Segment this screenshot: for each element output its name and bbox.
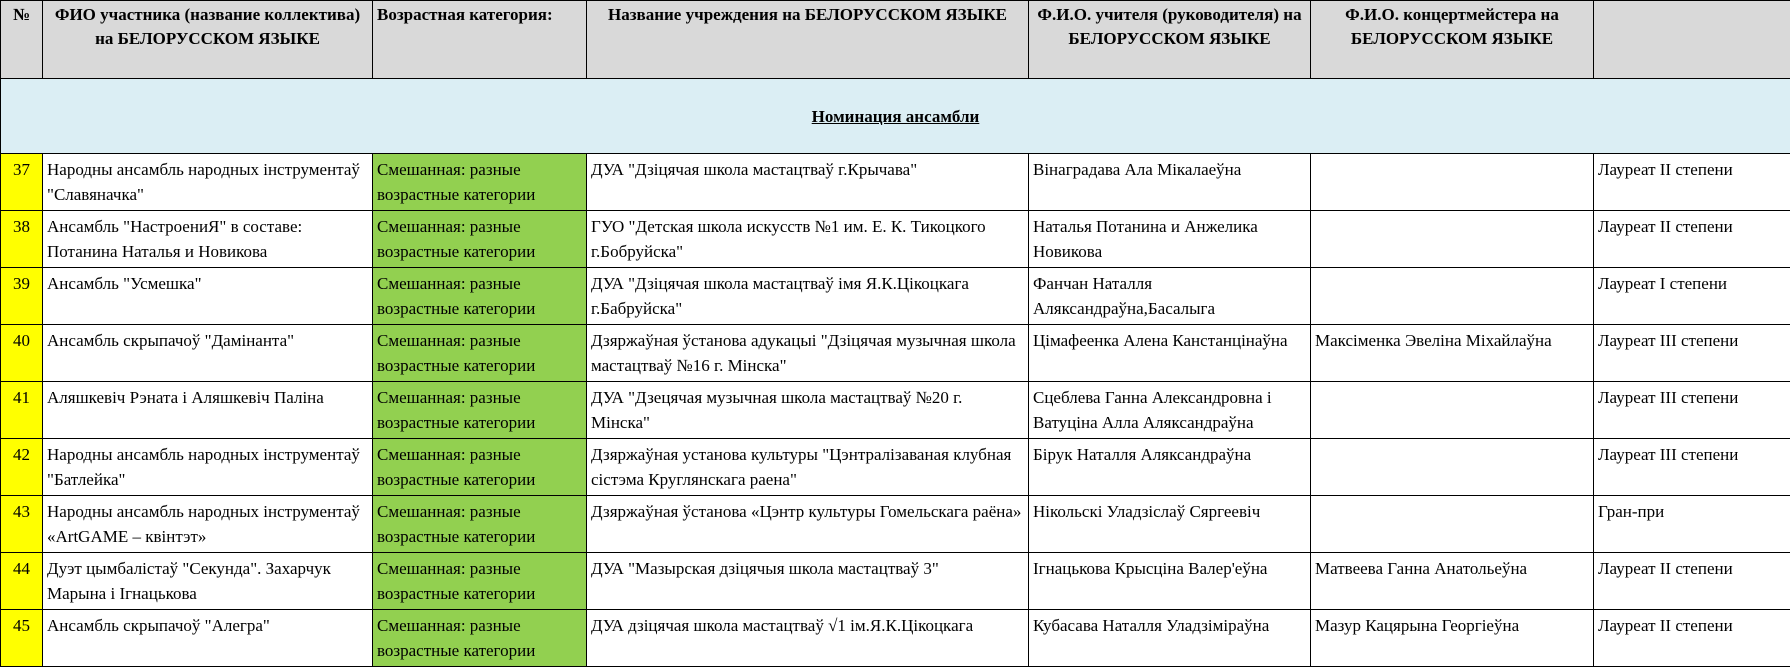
table-row [1,553,1790,610]
cell-participant[interactable]: Ансамбль скрыпачоў "Алегра" [43,610,373,667]
cell-participant[interactable]: Народны ансамбль народных інструментаў "Славяначка" [43,154,373,211]
cell-num[interactable]: 39 [1,268,43,325]
cell-institution[interactable]: ДУА "Дзецячая музычная школа мастацтваў №20 г. Мінска" [587,382,1029,439]
cell-num[interactable]: 43 [1,496,43,553]
cell-num[interactable]: 40 [1,325,43,382]
cell-result[interactable]: Гран-при [1594,496,1790,553]
cell-institution[interactable]: ДУА "Мазырская дзіцячыя школа мастацтваў 3" [587,553,1029,610]
table-row [1,325,1790,382]
cell-teacher[interactable]: Нікольскі Уладзіслаў Сяргеевіч [1029,496,1311,553]
cell-accompanist[interactable] [1311,154,1594,211]
cell-teacher[interactable]: Ігнацькова Крысціна Валер'еўна [1029,553,1311,610]
table-row [1,439,1790,496]
cell-teacher[interactable]: Кубасава Наталля Уладзіміраўна [1029,610,1311,667]
cell-num[interactable]: 41 [1,382,43,439]
cell-participant[interactable]: Народны ансамбль народных інструментаў "Батлейка" [43,439,373,496]
cell-accompanist[interactable]: Максіменка Эвеліна Міхайлаўна [1311,325,1594,382]
cell-accompanist[interactable] [1311,382,1594,439]
cell-category[interactable]: Смешанная: разные возрастные категории [373,268,587,325]
header-result[interactable] [1594,1,1790,79]
cell-institution[interactable]: ГУО "Детская школа искусств №1 им. Е. К. Тикоцкого г.Бобруйска" [587,211,1029,268]
cell-num[interactable]: 44 [1,553,43,610]
table-row [1,382,1790,439]
cell-teacher[interactable]: Наталья Потанина и Анжелика Новикова [1029,211,1311,268]
cell-result[interactable]: Лауреат II степени [1594,553,1790,610]
header-accompanist[interactable]: Ф.И.О. концертмейстера на БЕЛОРУССКОМ ЯЗЫКЕ [1311,1,1594,79]
cell-institution[interactable]: ДУА дзіцячая школа мастацтваў √1 ім.Я.К.Цікоцкага [587,610,1029,667]
cell-category[interactable]: Смешанная: разные возрастные категории [373,610,587,667]
section-row [1,79,1790,154]
header-num[interactable]: № [1,1,43,79]
cell-participant[interactable]: Аляшкевіч Рэната і Аляшкевіч Паліна [43,382,373,439]
cell-num[interactable]: 45 [1,610,43,667]
header-institution[interactable]: Название учреждения на БЕЛОРУССКОМ ЯЗЫКЕ [587,1,1029,79]
cell-category[interactable]: Смешанная: разные возрастные категории [373,553,587,610]
cell-result[interactable]: Лауреат III степени [1594,382,1790,439]
header-row [1,1,1790,79]
cell-institution[interactable]: ДУА "Дзіцячая школа мастацтваў імя Я.К.Цікоцкага г.Бабруйска" [587,268,1029,325]
table-row [1,610,1790,667]
cell-category[interactable]: Смешанная: разные возрастные категории [373,382,587,439]
cell-category[interactable]: Смешанная: разные возрастные категории [373,325,587,382]
cell-result[interactable]: Лауреат III степени [1594,325,1790,382]
cell-result[interactable]: Лауреат I степени [1594,268,1790,325]
cell-participant[interactable]: Ансамбль "Усмешка" [43,268,373,325]
cell-institution[interactable]: Дзяржаўная ўстанова адукацыі "Дзіцячая музычная школа мастацтваў №16 г. Мінска" [587,325,1029,382]
cell-num[interactable]: 42 [1,439,43,496]
cell-teacher[interactable]: Цімафеенка Алена Канстанцінаўна [1029,325,1311,382]
header-category[interactable]: Возрастная категория: [373,1,587,79]
header-participant[interactable]: ФИО участника (название коллектива) на БЕЛОРУССКОМ ЯЗЫКЕ [43,1,373,79]
cell-teacher[interactable]: Бірук Наталля Аляксандраўна [1029,439,1311,496]
cell-accompanist[interactable]: Матвеева Ганна Анатольеўна [1311,553,1594,610]
cell-result[interactable]: Лауреат III степени [1594,439,1790,496]
cell-num[interactable]: 37 [1,154,43,211]
table-row [1,268,1790,325]
cell-teacher[interactable]: Сцеблева Ганна Александровна і Ватуціна Алла Аляксандраўна [1029,382,1311,439]
cell-num[interactable]: 38 [1,211,43,268]
cell-accompanist[interactable] [1311,211,1594,268]
table-row [1,496,1790,553]
cell-result[interactable]: Лауреат II степени [1594,154,1790,211]
cell-category[interactable]: Смешанная: разные возрастные категории [373,439,587,496]
cell-category[interactable]: Смешанная: разные возрастные категории [373,154,587,211]
section-title: Номинация ансамбли [812,107,980,126]
section-cell[interactable] [1,79,1790,154]
cell-teacher[interactable]: Фанчан Наталля Аляксандраўна,Басалыга [1029,268,1311,325]
cell-accompanist[interactable] [1311,268,1594,325]
cell-teacher[interactable]: Вінаградава Ала Мікалаеўна [1029,154,1311,211]
cell-participant[interactable]: Ансамбль "НастроениЯ" в составе: Потанина Наталья и Новикова [43,211,373,268]
table-row [1,211,1790,268]
cell-participant[interactable]: Ансамбль скрыпачоў "Дамінанта" [43,325,373,382]
cell-result[interactable]: Лауреат II степени [1594,211,1790,268]
cell-accompanist[interactable] [1311,496,1594,553]
cell-institution[interactable]: Дзяржаўная ўстанова «Цэнтр культуры Гомельскага раёна» [587,496,1029,553]
cell-accompanist[interactable] [1311,439,1594,496]
cell-participant[interactable]: Народны ансамбль народных інструментаў «ArtGAME – квінтэт» [43,496,373,553]
cell-participant[interactable]: Дуэт цымбалістаў "Секунда". Захарчук Марына і Ігнацькова [43,553,373,610]
cell-category[interactable]: Смешанная: разные возрастные категории [373,496,587,553]
table-row [1,154,1790,211]
header-teacher[interactable]: Ф.И.О. учителя (руководителя) на БЕЛОРУССКОМ ЯЗЫКЕ [1029,1,1311,79]
cell-institution[interactable]: ДУА "Дзіцячая школа мастацтваў г.Крычава" [587,154,1029,211]
cell-accompanist[interactable]: Мазур Кацярына Георгіеўна [1311,610,1594,667]
cell-result[interactable]: Лауреат II степени [1594,610,1790,667]
cell-category[interactable]: Смешанная: разные возрастные категории [373,211,587,268]
cell-institution[interactable]: Дзяржаўная установа культуры "Цэнтралізаваная клубная сістэма Круглянскага раена" [587,439,1029,496]
